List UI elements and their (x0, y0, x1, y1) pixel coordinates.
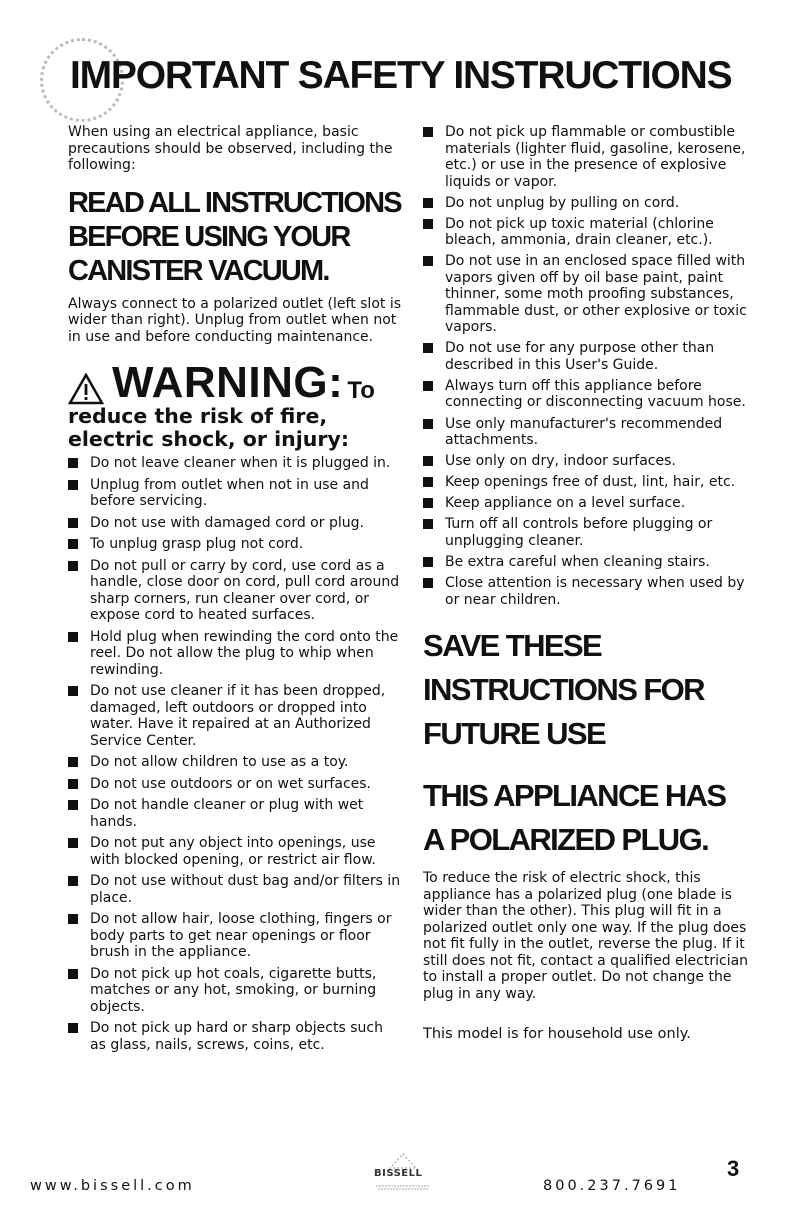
save-line: SAVE THESE (423, 628, 602, 664)
list-item: Use only manufacturer's recommended attachments. (423, 416, 763, 449)
save-line: INSTRUCTIONS FOR (423, 672, 704, 708)
read-all-line: READ ALL INSTRUCTIONS (68, 186, 401, 219)
warning-to: To (347, 377, 375, 404)
read-all-line: CANISTER VACUUM. (68, 254, 329, 287)
footer-phone: 800.237.7691 (543, 1178, 681, 1194)
list-item: Do not use outdoors or on wet surfaces. (68, 776, 403, 793)
list-item: Do not pick up toxic material (chlorine bleach, ammonia, drain cleaner, etc.). (423, 216, 763, 249)
list-item: Do not allow children to use as a toy. (68, 754, 403, 771)
list-item: Do not use for any purpose other than described in this User's Guide. (423, 340, 763, 373)
list-item: To unplug grasp plug not cord. (68, 536, 403, 553)
list-item: Do not pick up hard or sharp objects such as glass, nails, screws, coins, etc. (68, 1020, 403, 1053)
list-item: Do not pull or carry by cord, use cord as a handle, close door on cord, pull cord around sharp corners, run cleaner over cord, or expose cord to heated surfaces. (68, 558, 403, 624)
list-item: Always turn off this appliance before connecting or disconnecting vacuum hose. (423, 378, 763, 411)
bissell-logo (368, 1150, 438, 1194)
list-item: Keep openings free of dust, lint, hair, etc. (423, 474, 763, 491)
household-use-text: This model is for household use only. (423, 1026, 691, 1043)
right-column (423, 120, 763, 1043)
list-item: Do not pick up flammable or combustible materials (lighter fluid, gasoline, kerosene, etc.) or use in the presence of explosive liquids or vapor. (423, 124, 763, 190)
list-item: Turn off all controls before plugging or unplugging cleaner. (423, 516, 763, 549)
title-area (40, 52, 780, 112)
page-title: IMPORTANT SAFETY INSTRUCTIONS (70, 54, 732, 97)
page-number: 3 (727, 1156, 740, 1181)
right-bullet-list (423, 124, 763, 608)
warning-triangle-icon (68, 373, 104, 405)
warning-subtitle-line: electric shock, or injury: (68, 427, 350, 451)
plug-heading-line: THIS APPLIANCE HAS (423, 778, 726, 814)
list-item: Do not handle cleaner or plug with wet hands. (68, 797, 403, 830)
plug-heading-line: A POLARIZED PLUG. (423, 822, 709, 858)
list-item: Hold plug when rewinding the cord onto the reel. Do not allow the plug to whip when rewinding. (68, 629, 403, 679)
list-item: Do not allow hair, loose clothing, fingers or body parts to get near openings or floor brush in the appliance. (68, 911, 403, 961)
left-bullet-list (68, 455, 403, 1053)
warning-block (68, 358, 403, 451)
save-line: FUTURE USE (423, 716, 606, 752)
list-item: Do not leave cleaner when it is plugged in. (68, 455, 403, 472)
list-item: Unplug from outlet when not in use and before servicing. (68, 477, 403, 510)
polarized-outlet-text: Always connect to a polarized outlet (left slot is wider than right). Unplug from outlet when not in use and before conducting maintenance. (68, 295, 402, 345)
warning-line (68, 358, 403, 407)
read-all-heading (68, 186, 403, 288)
list-item: Do not use cleaner if it has been dropped, damaged, left outdoors or dropped into water. Have it repaired at an Authorized Service Center. (68, 683, 403, 749)
list-item: Do not pick up hot coals, cigarette butts, matches or any hot, smoking, or burning objects. (68, 966, 403, 1016)
list-item: Do not use with damaged cord or plug. (68, 515, 403, 532)
save-instructions-heading (423, 624, 763, 756)
list-item: Do not unplug by pulling on cord. (423, 195, 763, 212)
left-column (68, 124, 403, 1058)
polarized-plug-heading (423, 774, 763, 862)
logo-text: BISSELL (374, 1168, 423, 1179)
polarized-plug-text: To reduce the risk of electric shock, this appliance has a polarized plug (one blade is wider than the other). This plug will fit in a polarized outlet only one way. If the plug does not fit fully in the outlet, reverse the plug. If it still does not fit, contact a qualified electrician to install a proper outlet. Do not change the plug in any way. (423, 870, 749, 1002)
footer-url: www.bissell.com (30, 1178, 195, 1194)
warning-word: WARNING: (112, 358, 344, 407)
list-item: Keep appliance on a level surface. (423, 495, 763, 512)
list-item: Close attention is necessary when used by or near children. (423, 575, 763, 608)
list-item: Do not put any object into openings, use with blocked opening, or restrict air flow. (68, 835, 403, 868)
list-item: Use only on dry, indoor surfaces. (423, 453, 763, 470)
intro-text: When using an electrical appliance, basic precautions should be observed, including the following: (68, 124, 393, 173)
read-all-line: BEFORE USING YOUR (68, 220, 350, 253)
list-item: Be extra careful when cleaning stairs. (423, 554, 763, 571)
list-item: Do not use in an enclosed space filled with vapors given off by oil base paint, paint thinner, some moth proofing substances, flammable dust, or other explosive or toxic vapors. (423, 253, 763, 336)
warning-subtitle-line: reduce the risk of fire, (68, 404, 328, 428)
list-item: Do not use without dust bag and/or filters in place. (68, 873, 403, 906)
